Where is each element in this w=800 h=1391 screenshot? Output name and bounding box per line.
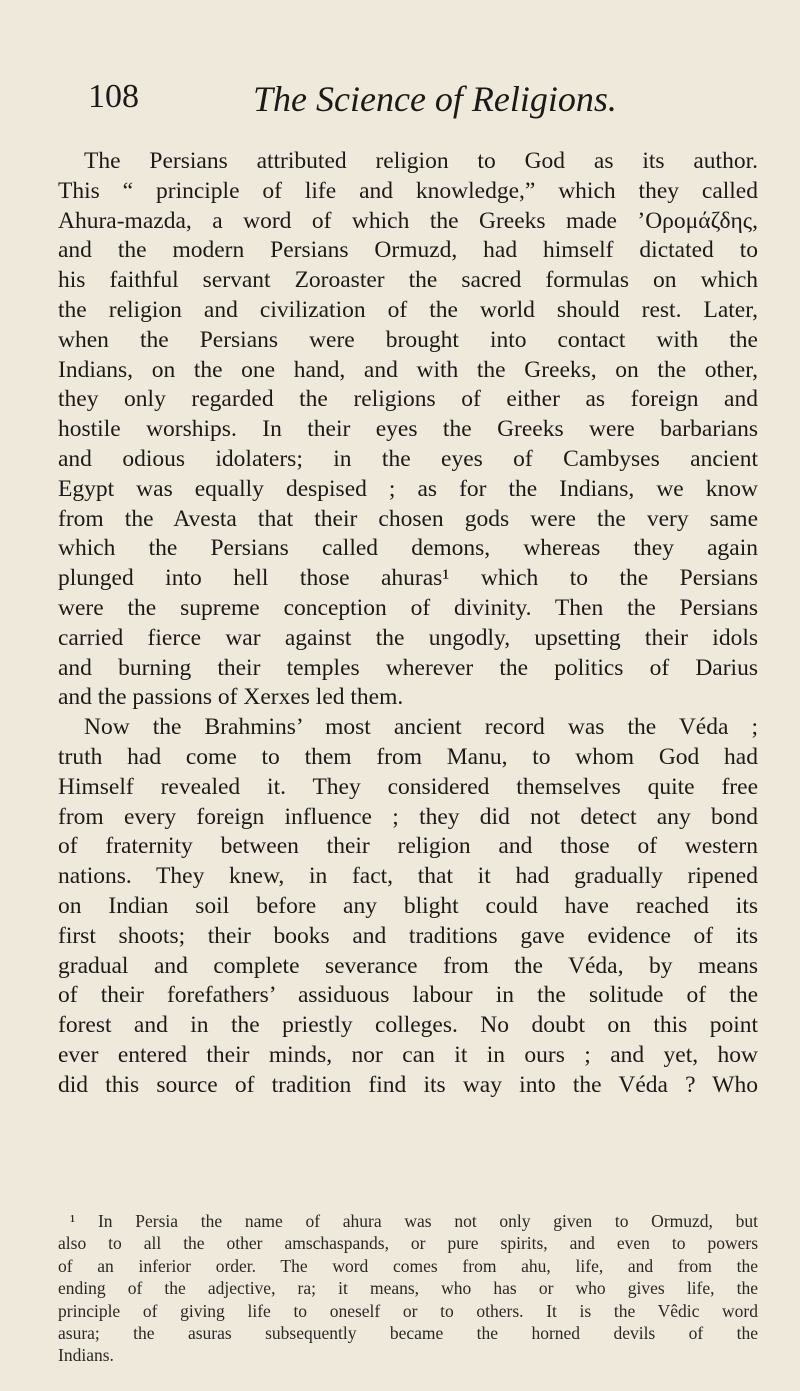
text-line: from the Avesta that their chosen gods were the very same bbox=[58, 505, 758, 532]
text-line: when the Persians were brought into contact with the bbox=[58, 326, 758, 353]
text-line: on Indian soil before any blight could have reached its bbox=[58, 892, 758, 919]
text-line: of their forefathers’ assiduous labour in the solitude of the bbox=[58, 982, 758, 1009]
text-line: and the passions of Xerxes led them. bbox=[58, 684, 404, 711]
text-line: plunged into hell those ahuras¹ which to the Persians bbox=[58, 565, 758, 592]
text-line: Himself revealed it. They considered themselves quite free bbox=[58, 773, 758, 800]
text-line: the religion and civilization of the world should rest. Later, bbox=[58, 296, 758, 323]
text-line: Ahura-mazda, a word of which the Greeks made ’Ορομάζδης, bbox=[58, 207, 758, 234]
text-line: The Persians attributed religion to God as its author. bbox=[84, 148, 758, 174]
text-line: nations. They knew, in fact, that it had gradually ripened bbox=[58, 863, 758, 890]
text-line: which the Persians called demons, whereas they again bbox=[58, 535, 758, 562]
text-line: did this source of tradition find its way into the Véda ? Who bbox=[58, 1071, 758, 1098]
running-title: The Science of Religions. bbox=[253, 79, 617, 119]
text-line: hostile worships. In their eyes the Greeks were barbarians bbox=[58, 416, 758, 443]
text-line: Egypt was equally despised ; as for the Indians, we know bbox=[58, 475, 758, 502]
text-line: and the modern Persians Ormuzd, had himself dictated to bbox=[58, 237, 758, 264]
footnote-line: ¹ In Persia the name of ahura was not only given to Ormuzd, but bbox=[70, 1211, 758, 1231]
text-line: first shoots; their books and traditions gave evidence of its bbox=[58, 922, 758, 949]
text-line: gradual and complete severance from the Véda, by means bbox=[58, 952, 758, 979]
text-line: carried fierce war against the ungodly, upsetting their idols bbox=[58, 624, 758, 651]
footnote-line: of an inferior order. The word comes from ahu, life, and from the bbox=[58, 1255, 758, 1276]
text-line: his faithful servant Zoroaster the sacred formulas on which bbox=[58, 267, 758, 294]
text-line: from every foreign influence ; they did not detect any bond bbox=[58, 803, 758, 830]
footnote bbox=[58, 1210, 758, 1367]
text-line: and odious idolaters; in the eyes of Cambyses ancient bbox=[58, 445, 758, 472]
page-header bbox=[88, 78, 728, 128]
text-line: ever entered their minds, nor can it in ours ; and yet, how bbox=[58, 1041, 758, 1068]
page-number: 108 bbox=[88, 78, 139, 115]
text-line: forest and in the priestly colleges. No doubt on this point bbox=[58, 1012, 758, 1039]
text-line: Now the Brahmins’ most ancient record was the Véda ; bbox=[84, 714, 758, 741]
footnote-line: Indians. bbox=[58, 1345, 114, 1366]
body-text bbox=[58, 147, 758, 1101]
text-line: of fraternity between their religion and those of western bbox=[58, 833, 758, 860]
text-line: Indians, on the one hand, and with the Greeks, on the other, bbox=[58, 356, 758, 383]
text-line: truth had come to them from Manu, to whom God had bbox=[58, 743, 758, 770]
text-line: This “ principle of life and knowledge,” which they called bbox=[58, 177, 758, 204]
text-line: they only regarded the religions of either as foreign and bbox=[58, 386, 758, 413]
footnote-line: principle of giving life to oneself or to others. It is the Vêdic word bbox=[58, 1300, 758, 1321]
footnote-line: also to all the other amschaspands, or pure spirits, and even to powers bbox=[58, 1233, 758, 1254]
text-line: and burning their temples wherever the politics of Darius bbox=[58, 654, 758, 681]
footnote-line: asura; the asuras subsequently became the horned devils of the bbox=[58, 1322, 758, 1343]
footnote-line: ending of the adjective, ra; it means, who has or who gives life, the bbox=[58, 1278, 758, 1299]
text-line: were the supreme conception of divinity. Then the Persians bbox=[58, 594, 758, 621]
